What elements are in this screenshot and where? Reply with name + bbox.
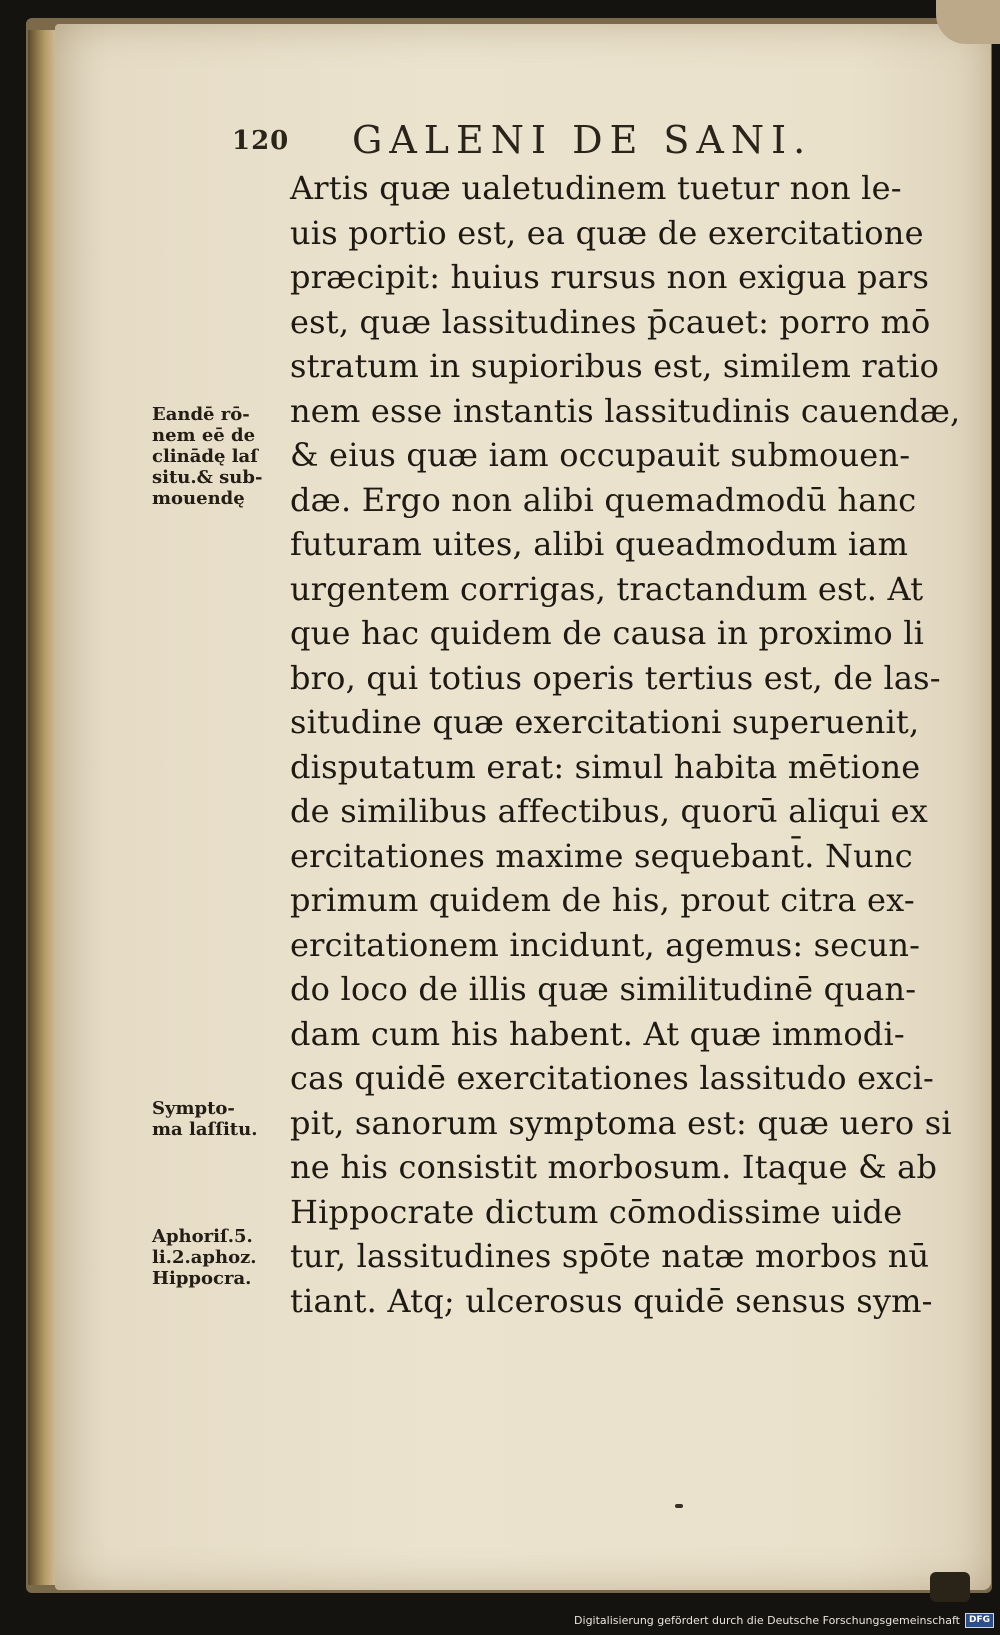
marginal-note-symptom [152, 1098, 288, 1140]
marginal-line: mouendę [152, 488, 245, 509]
text-line: stratum in supioribus est, similem ratio [290, 347, 940, 385]
marginal-line: Hippocra. [152, 1268, 252, 1289]
text-line: situdine quæ exercitationi superuenit, [290, 703, 920, 741]
text-line: est, quæ lassitudines p̄cauet: porro mō [290, 302, 931, 341]
main-text-block [290, 166, 961, 1323]
page-number: 120 [232, 126, 290, 156]
text-line: ercitationem incidunt, agemus: secun- [290, 925, 921, 964]
text-line: que hac quidem de causa in proximo li [290, 614, 925, 652]
text-line: do loco de illis quæ similitudinē quan- [290, 970, 917, 1008]
ink-mark [675, 1504, 683, 1508]
digitization-footer [574, 1610, 994, 1630]
text-line: futuram uites, alibi queadmodum iam [290, 525, 909, 563]
page-corner-bottom [930, 1572, 970, 1602]
text-line: de similibus affectibus, quorū aliqui ex [290, 792, 929, 830]
text-line: ne his consistit morbosum. Itaque & ab [290, 1148, 938, 1186]
marginal-line: ma laſſitu. [152, 1119, 258, 1140]
marginal-line: Aphoriſ.5. [152, 1226, 253, 1247]
text-line: primum quidem de his, prout citra ex- [290, 881, 915, 919]
marginal-line: clinādę laſ [152, 446, 258, 467]
marginal-line: li.2.aphoz. [152, 1247, 257, 1268]
marginal-note-aphorism [152, 1226, 288, 1289]
text-line: Artis quæ ualetudinem tuetur non le- [290, 169, 902, 207]
marginal-note-lassitude [152, 404, 288, 509]
text-line: ercitationes maxime sequebant̄. Nunc [290, 836, 913, 875]
marginal-line: nem eē de [152, 425, 256, 446]
dfg-logo: DFG [965, 1613, 994, 1628]
text-line: nem esse instantis lassitudinis cauendæ, [290, 391, 961, 430]
text-line: bro, qui totius operis tertius est, de las- [290, 658, 941, 697]
marginal-line: situ.& sub- [152, 467, 263, 488]
footer-credit: Digitalisierung gefördert durch die Deutsche Forschungsgemeinschaft [574, 1613, 960, 1627]
text-line: dam cum his habent. At quæ immodi- [290, 1014, 905, 1053]
running-head: GALENI DE SANI. [352, 118, 813, 162]
book-spine [28, 30, 58, 1585]
text-line: uis portio est, ea quæ de exercitatione [290, 213, 924, 252]
text-line: cas quidē exercitationes lassitudo exci- [290, 1059, 935, 1097]
text-line: præcipit: huius rursus non exigua pars [290, 258, 930, 296]
text-line: pit, sanorum symptoma est: quæ uero si [290, 1103, 952, 1142]
text-line: tiant. Atq; ulcerosus quidē sensus sym- [290, 1281, 933, 1320]
marginal-line: Sympto- [152, 1098, 235, 1119]
text-line: urgentem corrigas, tractandum est. At [290, 569, 924, 608]
text-line: dæ. Ergo non alibi quemadmodū hanc [290, 480, 917, 519]
page-header [232, 118, 952, 168]
text-line: tur, lassitudines spōte natæ morbos nū [290, 1237, 930, 1275]
marginal-line: Eandē rō- [152, 404, 250, 425]
text-line: & eius quæ iam occupauit submouen- [290, 436, 911, 474]
text-line: disputatum erat: simul habita mētione [290, 747, 921, 786]
text-line: Hippocrate dictum cōmodissime uide [290, 1192, 903, 1231]
